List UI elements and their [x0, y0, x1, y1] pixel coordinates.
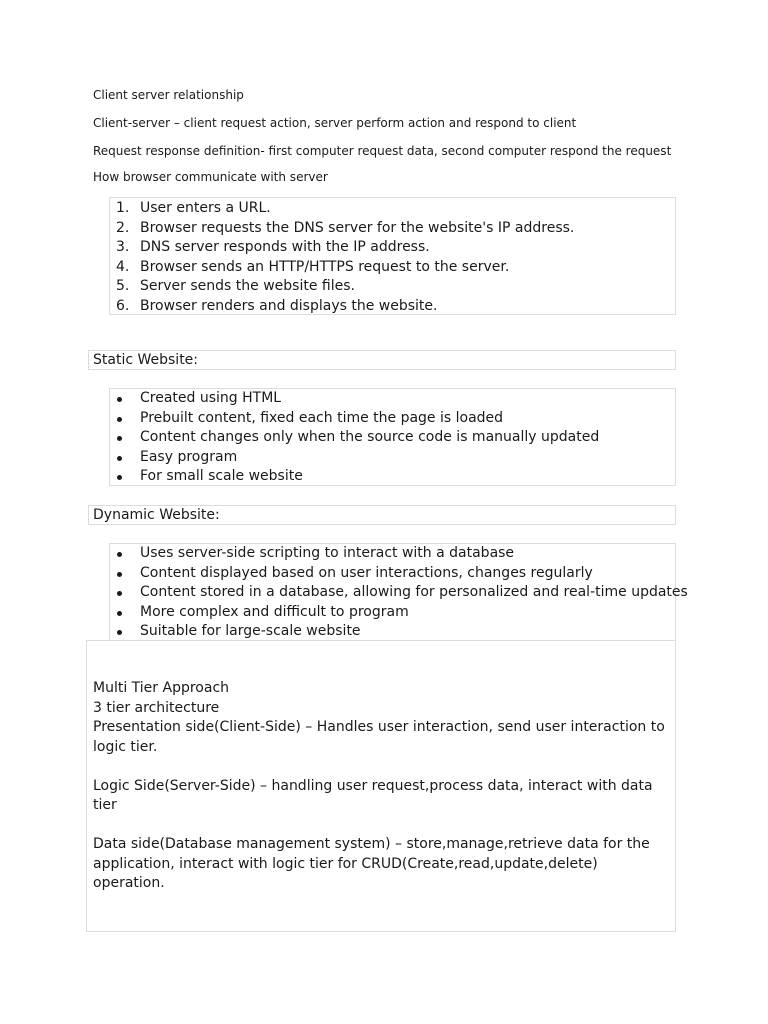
list-item: Content changes only when the source code is manually updated — [110, 428, 675, 448]
list-item: Prebuilt content, fixed each time the page is loaded — [110, 409, 675, 429]
bullet-icon — [117, 611, 122, 616]
list-item: Content stored in a database, allowing for personalized and real-time updates — [110, 583, 675, 603]
dynamic-website-heading-box — [88, 505, 676, 525]
presentation-tier-text: Presentation side(Client-Side) – Handles user interaction, send user interaction to logic tier. — [93, 719, 665, 755]
list-item: Easy program — [110, 448, 675, 468]
list-item: 1. User enters a URL. — [110, 199, 675, 219]
list-number: 3. — [116, 239, 130, 255]
list-number: 6. — [116, 297, 130, 314]
multi-tier-box — [86, 640, 676, 932]
steps-list — [110, 198, 675, 316]
spacer — [93, 757, 669, 777]
list-number: 2. — [116, 219, 130, 236]
spacer — [93, 816, 669, 836]
list-item: For small scale website — [110, 467, 675, 487]
list-item: Created using HTML — [110, 389, 675, 409]
steps-box — [109, 197, 676, 315]
bullet-icon — [117, 630, 122, 635]
bullet-icon — [117, 417, 122, 422]
bullet-icon — [117, 572, 122, 577]
list-item: Content displayed based on user interactions, changes regularly — [110, 564, 675, 584]
list-number: 4. — [116, 258, 130, 275]
bullet-icon — [117, 552, 122, 557]
list-item: 6. Browser renders and displays the website. — [110, 297, 675, 317]
data-tier-text: Data side(Database management system) – store,manage,retrieve data for the application, interact with logic tier for CRUD(Create,read,update,delete) operation. — [93, 836, 650, 891]
dynamic-website-list — [110, 544, 688, 642]
bullet-icon — [117, 436, 122, 441]
list-number: 1. — [116, 200, 130, 216]
bullet-icon — [117, 591, 122, 596]
list-item: Suitable for large-scale website — [110, 622, 675, 642]
dynamic-website-box — [109, 543, 688, 640]
list-item: 4. Browser sends an HTTP/HTTPS request to the server. — [110, 258, 675, 278]
bullet-icon — [117, 475, 122, 480]
bullet-icon — [117, 397, 122, 402]
multi-tier-title: Multi Tier Approach — [93, 680, 230, 696]
client-server-definition: Client-server – client request action, server perform action and respond to client — [93, 116, 577, 130]
list-item: 5. Server sends the website files. — [110, 277, 675, 297]
static-website-list — [110, 389, 675, 487]
static-website-box — [109, 388, 676, 486]
list-item: 2. Browser requests the DNS server for the website's IP address. — [110, 219, 675, 239]
multi-tier-content — [93, 679, 669, 894]
browser-communication-heading: How browser communicate with server — [93, 170, 328, 184]
bullet-icon — [117, 456, 122, 461]
list-item: 3. DNS server responds with the IP address. — [110, 238, 675, 258]
list-number: 5. — [116, 278, 130, 294]
document-title: Client server relationship — [93, 88, 244, 102]
logic-tier-text: Logic Side(Server-Side) – handling user request,process data, interact with data tier — [93, 777, 653, 813]
list-item: Uses server-side scripting to interact with a database — [110, 544, 675, 564]
dynamic-website-heading: Dynamic Website: — [93, 507, 220, 523]
request-response-definition: Request response definition- first computer request data, second computer respond the request — [93, 144, 672, 158]
static-website-heading: Static Website: — [93, 352, 199, 368]
multi-tier-subtitle: 3 tier architecture — [93, 699, 220, 716]
static-website-heading-box — [88, 350, 676, 370]
list-item: More complex and difficult to program — [110, 603, 675, 623]
